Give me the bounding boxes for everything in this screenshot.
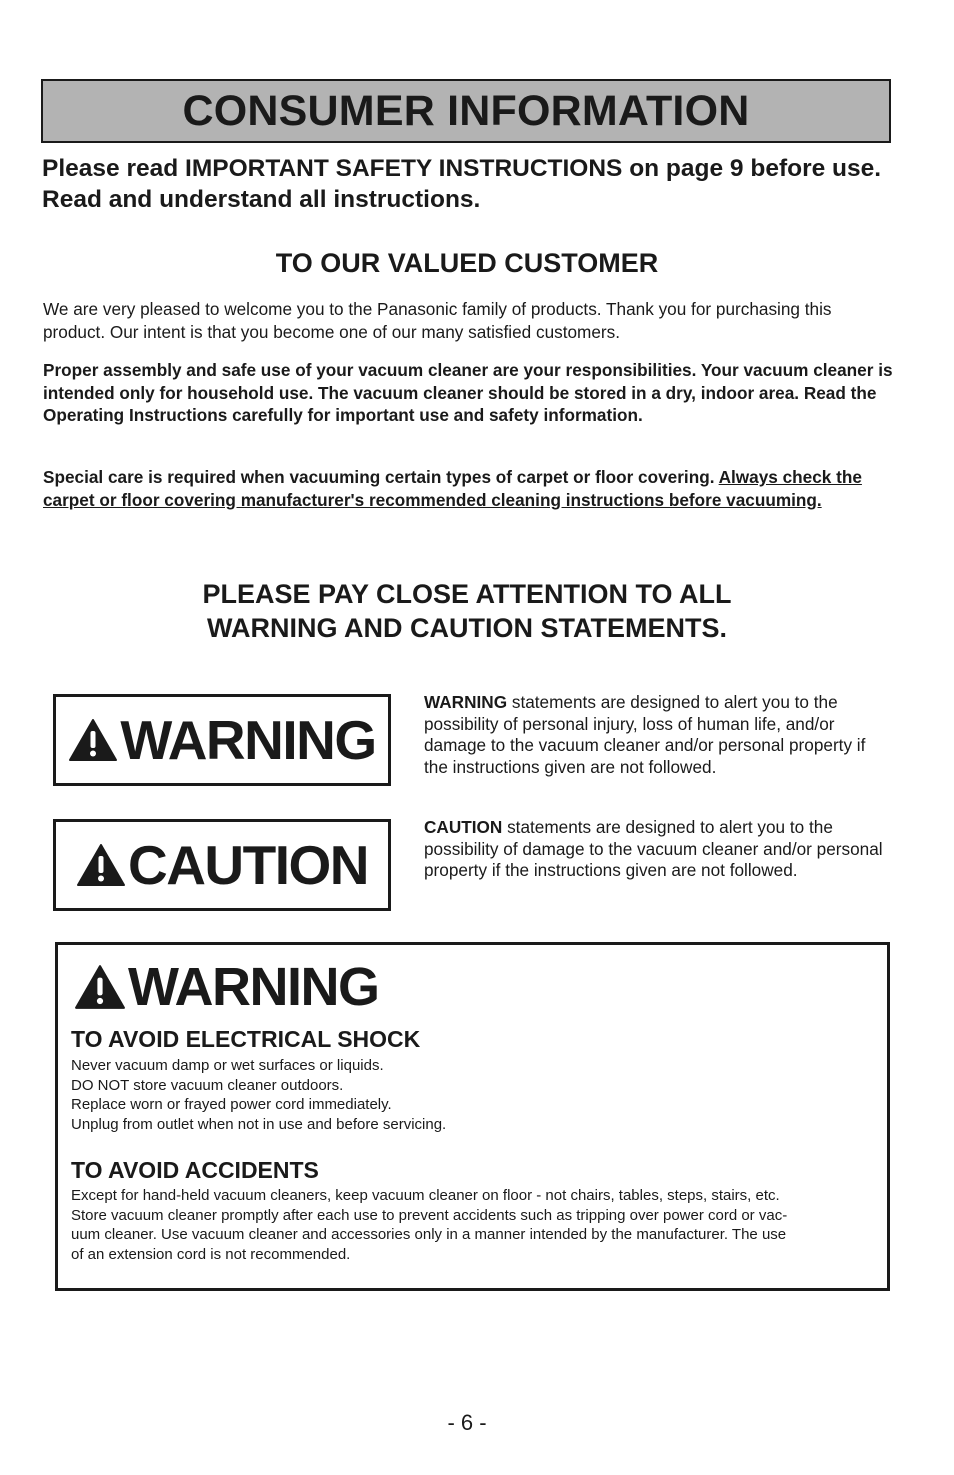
- accident-list: [71, 1186, 871, 1265]
- welcome-paragraph: We are very pleased to welcome you to the Panasonic family of products. Thank you for purchasing this product. Our intent is that you become one of our many satisfied customers.: [43, 299, 832, 342]
- warning-lead: WARNING: [424, 692, 508, 712]
- page-number: - 6 -: [447, 1410, 487, 1435]
- warning-triangle-icon: [76, 843, 126, 887]
- caution-desc-text: statements are designed to alert you to the possibility of damage to the vacuum cleaner and/or personal property if the instructions given are not followed.: [424, 817, 883, 880]
- warning-sign: [53, 694, 391, 786]
- intro-notice: Please read IMPORTANT SAFETY INSTRUCTIONS on page 9 before use. Read and understand all instructions.: [42, 155, 882, 213]
- list-item: Unplug from outlet when not in use and before servicing.: [71, 1116, 447, 1134]
- shock-heading: TO AVOID ELECTRICAL SHOCK: [71, 1026, 421, 1052]
- list-item: Except for hand-held vacuum cleaners, keep vacuum cleaner on floor - not chairs, tables, steps, stairs, etc.: [71, 1187, 780, 1204]
- accident-heading: TO AVOID ACCIDENTS: [71, 1157, 319, 1183]
- warning-sign-label: WARNING: [120, 709, 376, 771]
- warning-description: [424, 692, 894, 778]
- warning-box-title: [74, 956, 378, 1018]
- customer-heading: TO OUR VALUED CUSTOMER: [275, 248, 659, 278]
- warning-triangle-icon: [68, 718, 118, 762]
- list-item: Replace worn or frayed power cord immediately.: [71, 1096, 392, 1114]
- warning-triangle-icon: [74, 964, 126, 1010]
- special-care-paragraph: [43, 466, 893, 511]
- page-title: CONSUMER INFORMATION: [182, 86, 750, 135]
- caution-lead: CAUTION: [424, 817, 503, 837]
- shock-list: [71, 1056, 871, 1135]
- special-care-text: Special care is required when vacuuming certain types of carpet or floor covering.: [43, 467, 719, 487]
- list-item: Never vacuum damp or wet surfaces or liquids.: [71, 1057, 384, 1074]
- list-item: uum cleaner. Use vacuum cleaner and accessories only in a manner intended by the manufacturer. The use: [71, 1226, 787, 1244]
- attention-line-2: WARNING AND CAUTION STATEMENTS.: [207, 613, 727, 643]
- warning-desc-text: statements are designed to alert you to the possibility of personal injury, loss of human life, and/or damage to the vacuum cleaner and/or personal property if the instructions given are not followed.: [424, 692, 866, 777]
- attention-line-1: PLEASE PAY CLOSE ATTENTION TO ALL: [202, 579, 732, 609]
- attention-heading: [0, 577, 934, 645]
- page-title-box: [41, 79, 891, 143]
- list-item: Store vacuum cleaner promptly after each use to prevent accidents such as tripping over power cord or vac-: [71, 1206, 788, 1224]
- responsibility-paragraph: Proper assembly and safe use of your vacuum cleaner are your responsibilities. Your vacuum cleaner is intended only for household use. The vacuum cleaner should be stored in a dry, indoor area. Read the Operating Instructions carefully for important use and safety information.: [43, 360, 893, 425]
- list-item: of an extension cord is not recommended.: [71, 1246, 351, 1264]
- caution-sign-label: CAUTION: [127, 834, 369, 896]
- caution-description: [424, 817, 894, 882]
- special-care-underlined: Always check the carpet or floor covering manufacturer's recommended cleaning instructions before vacuuming.: [43, 467, 862, 510]
- warning-box-label: WARNING: [128, 957, 379, 1017]
- list-item: DO NOT store vacuum cleaner outdoors.: [71, 1076, 344, 1094]
- caution-sign: [53, 819, 391, 911]
